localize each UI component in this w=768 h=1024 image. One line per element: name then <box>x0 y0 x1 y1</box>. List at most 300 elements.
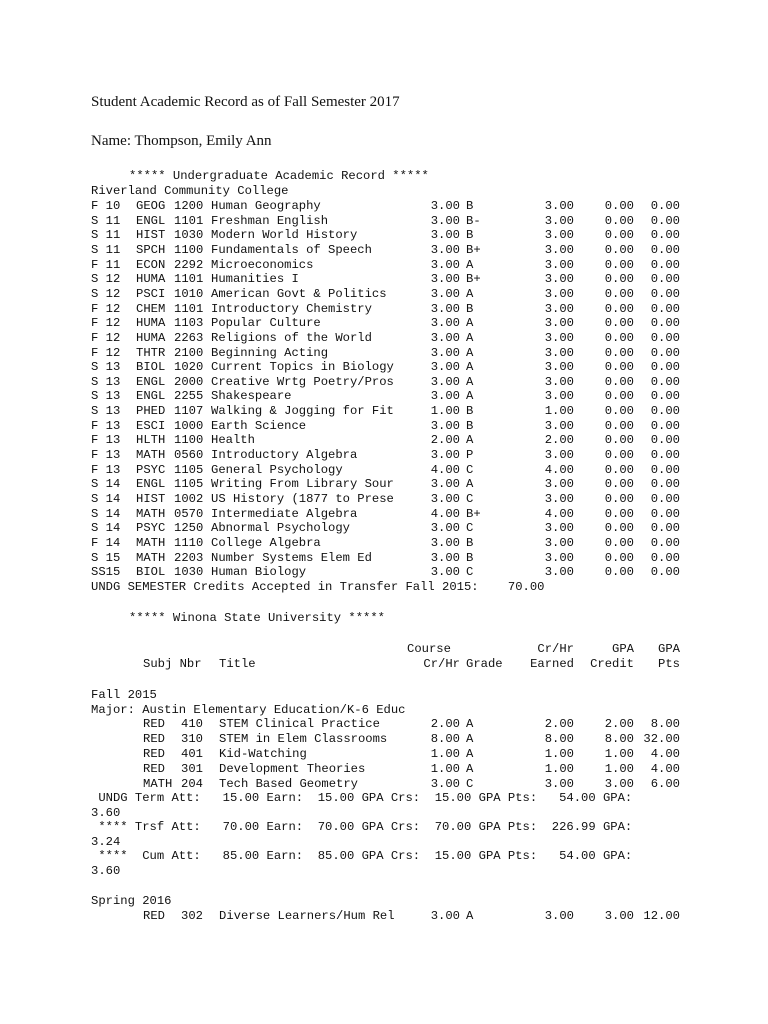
course-gpa-credit: 0.00 <box>604 374 634 389</box>
col-earned: Earned <box>530 657 574 671</box>
course-gpa-credit: 0.00 <box>604 330 634 345</box>
course-title: Creative Wrtg Poetry/Pros <box>211 374 394 389</box>
course-gpa-points: 0.00 <box>650 565 680 580</box>
course-term: S 14 <box>91 477 121 492</box>
course-row <box>0 448 768 463</box>
course-grade: B <box>466 228 474 243</box>
col-subj-nbr: Subj Nbr <box>143 657 202 671</box>
course-credit-hours: 3.00 <box>430 257 460 272</box>
course-earned: 3.00 <box>544 330 574 345</box>
course-subject: PHED <box>136 404 166 419</box>
course-number: 1101 <box>174 272 204 287</box>
course-earned: 3.00 <box>544 389 574 404</box>
course-earned: 3.00 <box>544 316 574 331</box>
column-header-line-1 <box>0 642 768 657</box>
course-row <box>0 258 768 273</box>
course-gpa-credit: 0.00 <box>604 506 634 521</box>
course-earned: 3.00 <box>544 565 574 580</box>
course-row <box>0 477 768 492</box>
course-credit-hours: 3.00 <box>430 330 460 345</box>
course-term: F 13 <box>91 433 121 448</box>
course-gpa-credit: 0.00 <box>604 213 634 228</box>
course-credit-hours: 3.00 <box>430 316 460 331</box>
course-term: SS15 <box>91 565 121 580</box>
summary-gpa-value: 3.60 <box>91 864 121 878</box>
course-earned: 3.00 <box>544 448 574 463</box>
course-subject: RED <box>143 731 165 746</box>
transfer-credits-line: UNDG SEMESTER Credits Accepted in Transfer Fall 2015: 70.00 <box>91 579 545 594</box>
course-grade: B <box>466 199 474 213</box>
course-grade: B <box>466 404 474 419</box>
course-earned: 3.00 <box>544 242 574 257</box>
course-term: F 11 <box>91 257 121 272</box>
course-number: 1250 <box>174 521 204 536</box>
course-row <box>0 404 768 419</box>
course-number: 1200 <box>174 199 204 213</box>
course-term: S 12 <box>91 272 121 287</box>
course-gpa-points: 4.00 <box>650 746 680 761</box>
course-gpa-credit: 0.00 <box>604 550 634 565</box>
course-subject: MATH <box>136 506 166 521</box>
course-grade: A <box>466 330 474 345</box>
course-title: Human Geography <box>211 199 321 213</box>
course-row <box>0 302 768 317</box>
course-number: 2292 <box>174 257 204 272</box>
course-credit-hours: 3.00 <box>430 521 460 536</box>
course-number: 302 <box>181 909 203 923</box>
course-title: STEM in Elem Classrooms <box>219 731 388 746</box>
course-title: General Psychology <box>211 462 343 477</box>
course-gpa-points: 0.00 <box>650 389 680 404</box>
course-credit-hours: 3.00 <box>430 565 460 580</box>
course-earned: 3.00 <box>544 418 574 433</box>
course-gpa-credit: 0.00 <box>604 242 634 257</box>
course-subject: MATH <box>136 550 166 565</box>
course-term: S 14 <box>91 492 121 506</box>
course-grade: C <box>466 462 474 477</box>
course-title: Humanities I <box>211 272 299 287</box>
course-number: 1010 <box>174 286 204 301</box>
course-number: 0570 <box>174 506 204 521</box>
course-gpa-points: 0.00 <box>650 301 680 316</box>
course-grade: A <box>466 433 474 448</box>
course-number: 1110 <box>174 535 204 550</box>
course-subject: RED <box>143 761 165 776</box>
course-number: 1101 <box>174 213 204 228</box>
course-subject: ENGL <box>136 213 166 228</box>
course-gpa-credit: 0.00 <box>604 272 634 287</box>
course-gpa-points: 0.00 <box>650 199 680 213</box>
course-gpa-points: 0.00 <box>650 433 680 448</box>
course-subject: MATH <box>143 776 173 791</box>
course-credit-hours: 1.00 <box>430 404 460 419</box>
course-row <box>0 389 768 404</box>
course-gpa-points: 0.00 <box>650 374 680 389</box>
course-earned: 3.00 <box>544 213 574 228</box>
course-grade: A <box>466 477 474 492</box>
summary-totals-line: **** Cum Att: 85.00 Earn: 85.00 GPA Crs: 15.00 GPA Pts: 54.00 GPA: <box>91 849 633 863</box>
course-credit-hours: 3.00 <box>430 213 460 228</box>
course-number: 0560 <box>174 448 204 463</box>
course-gpa-credit: 0.00 <box>604 535 634 550</box>
course-grade: P <box>466 448 474 463</box>
course-gpa-credit: 0.00 <box>604 301 634 316</box>
course-earned: 2.00 <box>544 433 574 448</box>
course-row <box>0 492 768 507</box>
course-title: US History (1877 to Prese <box>211 492 394 506</box>
course-earned: 3.00 <box>544 360 574 375</box>
course-title: Development Theories <box>219 761 366 776</box>
course-credit-hours: 3.00 <box>430 389 460 404</box>
course-gpa-credit: 0.00 <box>604 316 634 331</box>
course-number: 1105 <box>174 477 204 492</box>
course-term: S 11 <box>91 242 121 257</box>
course-credit-hours: 8.00 <box>430 731 460 746</box>
student-name: Name: Thompson, Emily Ann <box>91 133 272 149</box>
col-crhr: Cr/Hr <box>423 657 460 671</box>
course-row <box>0 521 768 536</box>
course-title: Popular Culture <box>211 316 321 331</box>
course-row <box>0 375 768 390</box>
course-title: Kid-Watching <box>219 746 307 761</box>
course-earned: 3.00 <box>544 272 574 287</box>
course-earned: 4.00 <box>544 506 574 521</box>
course-earned: 2.00 <box>544 717 574 731</box>
course-grade: A <box>466 360 474 375</box>
course-subject: HUMA <box>136 272 166 287</box>
course-title: Introductory Chemistry <box>211 301 372 316</box>
course-gpa-credit: 0.00 <box>604 418 634 433</box>
course-grade: C <box>466 492 474 506</box>
course-subject: GEOG <box>136 199 166 213</box>
winona-record-header: ***** Winona State University ***** <box>129 611 385 625</box>
course-row <box>0 331 768 346</box>
course-grade: B <box>466 535 474 550</box>
course-number: 1020 <box>174 360 204 375</box>
course-title: Earth Science <box>211 418 307 433</box>
course-number: 1030 <box>174 228 204 243</box>
course-title: Introductory Algebra <box>211 448 358 463</box>
course-gpa-credit: 0.00 <box>604 565 634 580</box>
course-row <box>0 565 768 580</box>
course-earned: 1.00 <box>544 404 574 419</box>
course-term: S 13 <box>91 389 121 404</box>
course-row <box>0 199 768 214</box>
course-gpa-points: 0.00 <box>650 213 680 228</box>
course-gpa-points: 0.00 <box>650 272 680 287</box>
course-gpa-credit: 0.00 <box>604 389 634 404</box>
course-row <box>0 287 768 302</box>
course-number: 2263 <box>174 330 204 345</box>
course-title: Current Topics in Biology <box>211 360 394 375</box>
course-grade: C <box>466 565 474 580</box>
course-gpa-points: 0.00 <box>650 462 680 477</box>
course-grade: A <box>466 316 474 331</box>
course-title: Number Systems Elem Ed <box>211 550 372 565</box>
course-term: F 14 <box>91 535 121 550</box>
course-gpa-credit: 1.00 <box>604 761 634 776</box>
course-row <box>0 777 768 792</box>
course-term: F 13 <box>91 462 121 477</box>
course-number: 1002 <box>174 492 204 506</box>
course-earned: 3.00 <box>544 374 574 389</box>
course-title: Tech Based Geometry <box>219 776 358 791</box>
col-gpa-pts-top: GPA <box>658 642 680 656</box>
summary-totals-line: UNDG Term Att: 15.00 Earn: 15.00 GPA Crs: 15.00 GPA Pts: 54.00 GPA: <box>91 791 633 805</box>
course-row <box>0 717 768 732</box>
course-subject: THTR <box>136 345 166 360</box>
course-row <box>0 507 768 522</box>
course-row <box>0 909 768 924</box>
course-earned: 3.00 <box>544 286 574 301</box>
column-header-line-2 <box>0 657 768 672</box>
course-title: American Govt & Politics <box>211 286 387 301</box>
course-term: S 11 <box>91 228 121 243</box>
major-line: Major: Austin Elementary Education/K-6 Educ <box>91 703 406 717</box>
course-grade: B+ <box>466 506 481 521</box>
course-gpa-points: 0.00 <box>650 404 680 419</box>
course-grade: B <box>466 418 474 433</box>
course-credit-hours: 1.00 <box>430 746 460 761</box>
course-row <box>0 463 768 478</box>
course-gpa-credit: 0.00 <box>604 462 634 477</box>
course-gpa-credit: 3.00 <box>604 776 634 791</box>
course-title: Writing From Library Sour <box>211 477 394 492</box>
course-title: Fundamentals of Speech <box>211 242 372 257</box>
col-gpa-credit-top: GPA <box>612 642 634 656</box>
course-gpa-credit: 0.00 <box>604 228 634 243</box>
course-earned: 1.00 <box>544 761 574 776</box>
course-row <box>0 243 768 258</box>
course-gpa-credit: 2.00 <box>604 717 634 731</box>
course-gpa-credit: 0.00 <box>604 404 634 419</box>
course-credit-hours: 3.00 <box>430 242 460 257</box>
course-title: Freshman English <box>211 213 329 228</box>
course-title: Walking & Jogging for Fit <box>211 404 394 419</box>
course-number: 310 <box>181 731 203 746</box>
course-credit-hours: 3.00 <box>430 345 460 360</box>
course-gpa-points: 0.00 <box>650 535 680 550</box>
course-earned: 3.00 <box>544 550 574 565</box>
course-gpa-points: 0.00 <box>650 506 680 521</box>
course-title: Religions of the World <box>211 330 372 345</box>
course-gpa-credit: 0.00 <box>604 521 634 536</box>
course-gpa-points: 8.00 <box>650 717 680 731</box>
course-credit-hours: 3.00 <box>430 550 460 565</box>
course-subject: ENGL <box>136 389 166 404</box>
col-title: Title <box>219 657 256 671</box>
course-row <box>0 551 768 566</box>
course-gpa-credit: 0.00 <box>604 477 634 492</box>
course-earned: 3.00 <box>544 301 574 316</box>
course-subject: PSYC <box>136 521 166 536</box>
course-row <box>0 747 768 762</box>
course-gpa-points: 6.00 <box>650 776 680 791</box>
course-grade: A <box>466 257 474 272</box>
undergrad-record-header: ***** Undergraduate Academic Record ***** <box>129 169 429 183</box>
course-gpa-points: 0.00 <box>650 330 680 345</box>
course-term: S 14 <box>91 506 121 521</box>
course-credit-hours: 3.00 <box>430 374 460 389</box>
course-gpa-credit: 0.00 <box>604 257 634 272</box>
course-number: 1000 <box>174 418 204 433</box>
document-title: Student Academic Record as of Fall Semester 2017 <box>91 94 400 110</box>
col-credit: Credit <box>590 657 634 671</box>
summary-gpa-value: 3.60 <box>91 806 121 820</box>
col-course-label: Course <box>407 642 451 656</box>
course-earned: 4.00 <box>544 462 574 477</box>
course-title: Shakespeare <box>211 389 292 404</box>
course-credit-hours: 3.00 <box>430 360 460 375</box>
course-number: 1107 <box>174 404 204 419</box>
course-earned: 3.00 <box>544 477 574 492</box>
course-number: 1103 <box>174 316 204 331</box>
course-gpa-points: 0.00 <box>650 345 680 360</box>
course-gpa-points: 0.00 <box>650 550 680 565</box>
course-earned: 3.00 <box>544 492 574 506</box>
course-grade: A <box>466 909 474 923</box>
course-row <box>0 272 768 287</box>
course-term: S 15 <box>91 550 121 565</box>
course-number: 1030 <box>174 565 204 580</box>
course-gpa-credit: 1.00 <box>604 746 634 761</box>
course-gpa-points: 0.00 <box>650 316 680 331</box>
course-grade: A <box>466 374 474 389</box>
course-grade: B- <box>466 213 481 228</box>
term-label-spring-2016: Spring 2016 <box>91 894 172 908</box>
course-subject: PSYC <box>136 462 166 477</box>
course-gpa-points: 4.00 <box>650 761 680 776</box>
course-gpa-points: 0.00 <box>650 242 680 257</box>
course-earned: 3.00 <box>544 199 574 213</box>
course-gpa-points: 0.00 <box>650 418 680 433</box>
course-gpa-points: 0.00 <box>650 477 680 492</box>
course-earned: 1.00 <box>544 746 574 761</box>
course-subject: PSCI <box>136 286 166 301</box>
course-earned: 8.00 <box>544 731 574 746</box>
course-grade: A <box>466 746 474 761</box>
course-grade: A <box>466 731 474 746</box>
course-gpa-credit: 0.00 <box>604 360 634 375</box>
summary-gpa-value: 3.24 <box>91 835 121 849</box>
course-title: Beginning Acting <box>211 345 329 360</box>
course-gpa-credit: 0.00 <box>604 492 634 506</box>
course-credit-hours: 3.00 <box>430 286 460 301</box>
course-term: F 12 <box>91 316 121 331</box>
course-subject: BIOL <box>136 565 166 580</box>
course-credit-hours: 1.00 <box>430 761 460 776</box>
course-row <box>0 419 768 434</box>
course-title: College Algebra <box>211 535 321 550</box>
course-gpa-points: 12.00 <box>643 909 680 923</box>
col-pts: Pts <box>658 657 680 671</box>
course-grade: C <box>466 776 474 791</box>
course-earned: 3.00 <box>544 535 574 550</box>
course-earned: 3.00 <box>544 228 574 243</box>
course-row <box>0 536 768 551</box>
course-term: S 11 <box>91 213 121 228</box>
course-credit-hours: 3.00 <box>430 776 460 791</box>
course-term: F 13 <box>91 448 121 463</box>
course-number: 1100 <box>174 242 204 257</box>
course-title: STEM Clinical Practice <box>219 717 380 731</box>
course-term: S 14 <box>91 521 121 536</box>
course-earned: 3.00 <box>544 909 574 923</box>
course-earned: 3.00 <box>544 776 574 791</box>
course-subject: HUMA <box>136 316 166 331</box>
course-gpa-credit: 8.00 <box>604 731 634 746</box>
course-row <box>0 360 768 375</box>
course-title: Health <box>211 433 255 448</box>
course-credit-hours: 3.00 <box>430 535 460 550</box>
undergrad-school-name: Riverland Community College <box>91 184 289 198</box>
course-subject: SPCH <box>136 242 166 257</box>
course-number: 401 <box>181 746 203 761</box>
course-title: Abnormal Psychology <box>211 521 350 536</box>
course-grade: A <box>466 345 474 360</box>
course-gpa-credit: 0.00 <box>604 345 634 360</box>
course-gpa-points: 0.00 <box>650 448 680 463</box>
course-subject: HUMA <box>136 330 166 345</box>
course-number: 1100 <box>174 433 204 448</box>
col-grade: Grade <box>466 657 503 671</box>
course-term: S 12 <box>91 286 121 301</box>
course-gpa-credit: 0.00 <box>604 433 634 448</box>
course-subject: MATH <box>136 448 166 463</box>
course-credit-hours: 3.00 <box>430 909 460 923</box>
course-title: Intermediate Algebra <box>211 506 358 521</box>
course-subject: BIOL <box>136 360 166 375</box>
course-subject: ECON <box>136 257 166 272</box>
course-subject: ENGL <box>136 477 166 492</box>
course-number: 204 <box>181 776 203 791</box>
course-gpa-credit: 0.00 <box>604 448 634 463</box>
course-subject: HIST <box>136 492 166 506</box>
course-subject: ESCI <box>136 418 166 433</box>
course-gpa-points: 0.00 <box>650 521 680 536</box>
course-number: 301 <box>181 761 203 776</box>
course-grade: B <box>466 550 474 565</box>
course-earned: 3.00 <box>544 521 574 536</box>
course-term: S 13 <box>91 374 121 389</box>
course-credit-hours: 4.00 <box>430 506 460 521</box>
col-crhr-earned-top: Cr/Hr <box>537 642 574 656</box>
term-label-fall-2015: Fall 2015 <box>91 688 157 702</box>
course-credit-hours: 3.00 <box>430 418 460 433</box>
course-credit-hours: 3.00 <box>430 301 460 316</box>
course-row <box>0 732 768 747</box>
course-grade: A <box>466 286 474 301</box>
course-gpa-points: 0.00 <box>650 492 680 506</box>
summary-totals-line: **** Trsf Att: 70.00 Earn: 70.00 GPA Crs: 70.00 GPA Pts: 226.99 GPA: <box>91 820 633 834</box>
course-row <box>0 228 768 243</box>
course-gpa-points: 0.00 <box>650 257 680 272</box>
course-term: S 13 <box>91 404 121 419</box>
course-earned: 3.00 <box>544 345 574 360</box>
course-credit-hours: 3.00 <box>430 448 460 463</box>
course-number: 410 <box>181 717 203 731</box>
course-gpa-credit: 0.00 <box>604 286 634 301</box>
course-term: F 13 <box>91 418 121 433</box>
course-title: Human Biology <box>211 565 307 580</box>
course-subject: HIST <box>136 228 166 243</box>
course-subject: RED <box>143 717 165 731</box>
course-grade: B+ <box>466 272 481 287</box>
course-number: 2100 <box>174 345 204 360</box>
course-number: 2203 <box>174 550 204 565</box>
course-credit-hours: 3.00 <box>430 477 460 492</box>
course-term: F 12 <box>91 301 121 316</box>
